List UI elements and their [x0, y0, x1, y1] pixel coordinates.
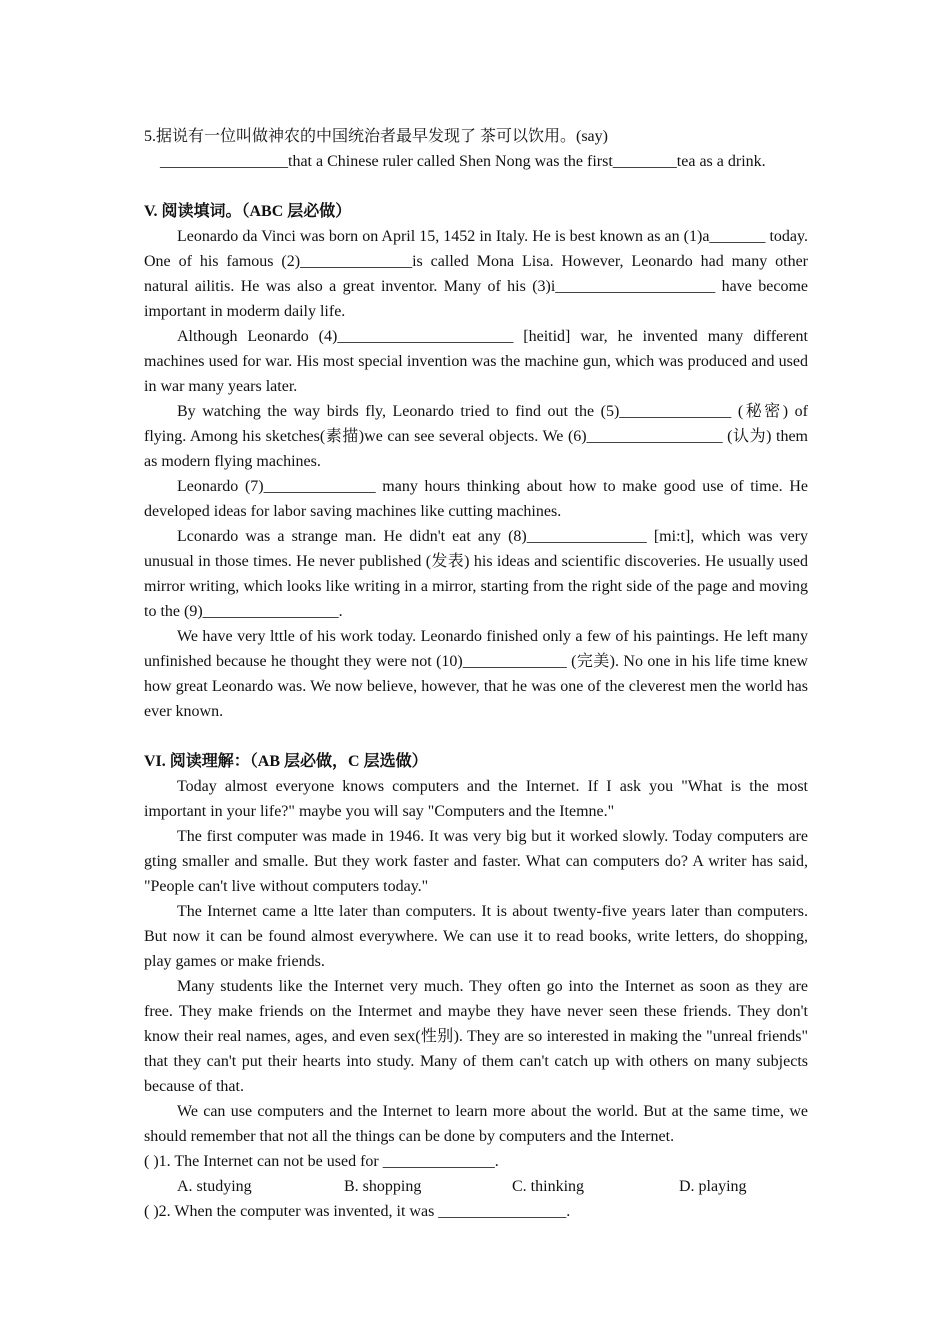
- section6-paragraph: The Internet came a ltte later than computers. It is about twenty-five years later than computers. But now it can be found almost everywhere. We can use it to read books, write letters, do shopping, play games or make friends.: [144, 903, 808, 970]
- section5-paragraph: Leonardo (7)______________ many hours thinking about how to make good use of time. He developed ideas for labor saving machines like cutting machines.: [144, 478, 808, 520]
- section6-paragraph: The first computer was made in 1946. It was very big but it worked slowly. Today computers are gting smaller and smalle. But they work faster and faster. What can computers do? A writer has said, "People can't live without computers today.": [144, 828, 808, 895]
- section6-paragraph: Today almost everyone knows computers and the Internet. If I ask you "What is the most important in your life?" maybe you will say "Computers and the Itemne.": [144, 778, 808, 820]
- option-b: B. shopping: [344, 1178, 422, 1195]
- option-a: A. studying: [177, 1178, 252, 1195]
- section6-paragraph: Many students like the Internet very much. They often go into the Internet as soon as they are free. They make friends on the Intermet and maybe they have never seen these friends. They don't know their real names, ages, and even sex(性别). They are so interested in making the "unreal friends" that they can't put their hearts into study. Many of them can't catch up with others on many subjects because of that.: [144, 978, 808, 1095]
- section6-heading: VI. 阅读理解：（AB 层必做，C 层选做）: [144, 753, 428, 770]
- section5-paragraph: Although Leonardo (4)______________________ [heitid] war, he invented many different machines used for war. His most special invention was the machine gun, which was produced and used in war many years later.: [144, 328, 808, 395]
- question-2-stem: ( )2. When the computer was invented, it was ________________.: [144, 1203, 571, 1220]
- option-d: D. playing: [679, 1178, 747, 1195]
- q5-english: ________________that a Chinese ruler called Shen Nong was the first________tea as a drink.: [160, 153, 766, 170]
- question-1-stem: ( )1. The Internet can not be used for ______________.: [144, 1153, 499, 1170]
- section5-paragraph: Leonardo da Vinci was born on April 15, 1452 in Italy. He is best known as an (1)a_______ today. One of his famous (2)______________is called Mona Lisa. However, Leonardo had many other natural ailitis. He was also a great inventor. Many of his (3)i____________________ have become important in moderm daily life.: [144, 228, 808, 320]
- section5-paragraph: We have very lttle of his work today. Leonardo finished only a few of his paintings. He left many unfinished because he thought they were not (10)_____________ (完美). No one in his life time knew how great Leonardo was. We now believe, however, that he was one of the cleverest men the world has ever known.: [144, 628, 808, 720]
- section5-paragraph: By watching the way birds fly, Leonardo tried to find out the (5)______________ (秘密) of flying. Among his sketches(素描)we can see several objects. We (6)_________________ (认为) them as modern flying machines.: [144, 403, 808, 470]
- section5-heading: V. 阅读填词。（ABC 层必做）: [144, 203, 352, 220]
- section5-paragraph: Lconardo was a strange man. He didn't eat any (8)_______________ [mi:t], which was very unusual in those times. He never published (发表) his ideas and scientific discoveries. He usually used mirror writing, which looks like writing in a mirror, starting from the right side of the page and moving to the (9)_________________.: [144, 528, 808, 620]
- option-c: C. thinking: [512, 1178, 585, 1195]
- q5-chinese: 5.据说有一位叫做神农的中国统治者最早发现了 茶可以饮用。(say): [144, 128, 608, 145]
- section6-paragraph: We can use computers and the Internet to learn more about the world. But at the same time, we should remember that not all the things can be done by computers and the Internet.: [144, 1103, 808, 1145]
- question-1-options: [144, 1174, 808, 1199]
- document-page: [144, 124, 808, 1224]
